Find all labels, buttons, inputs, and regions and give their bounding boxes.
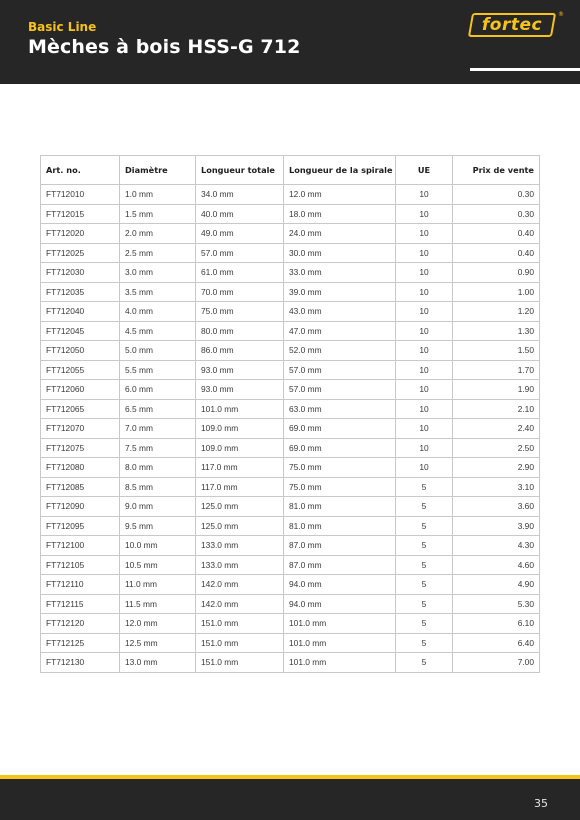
cell-diameter: 9.5 mm xyxy=(120,516,196,536)
cell-total-length: 57.0 mm xyxy=(196,243,284,263)
cell-total-length: 70.0 mm xyxy=(196,282,284,302)
cell-diameter: 1.5 mm xyxy=(120,204,196,224)
table-row xyxy=(41,341,540,361)
cell-price: 1.90 xyxy=(453,380,540,400)
cell-price: 6.40 xyxy=(453,633,540,653)
column-header-diameter: Diamètre xyxy=(120,156,196,185)
cell-spiral-length: 43.0 mm xyxy=(284,302,396,322)
table-row xyxy=(41,282,540,302)
page-number: 35 xyxy=(534,797,548,810)
cell-total-length: 75.0 mm xyxy=(196,302,284,322)
table-row xyxy=(41,224,540,244)
table-row xyxy=(41,458,540,478)
cell-ue: 10 xyxy=(396,360,453,380)
table-row xyxy=(41,360,540,380)
cell-total-length: 125.0 mm xyxy=(196,497,284,517)
cell-diameter: 7.0 mm xyxy=(120,419,196,439)
cell-diameter: 13.0 mm xyxy=(120,653,196,673)
cell-ue: 10 xyxy=(396,380,453,400)
cell-diameter: 2.5 mm xyxy=(120,243,196,263)
table-row xyxy=(41,477,540,497)
table-row xyxy=(41,594,540,614)
table-row xyxy=(41,321,540,341)
cell-price: 2.50 xyxy=(453,438,540,458)
cell-spiral-length: 81.0 mm xyxy=(284,516,396,536)
cell-price: 3.90 xyxy=(453,516,540,536)
cell-art-no: FT712060 xyxy=(41,380,120,400)
cell-art-no: FT712015 xyxy=(41,204,120,224)
table-row xyxy=(41,438,540,458)
cell-price: 4.90 xyxy=(453,575,540,595)
cell-total-length: 101.0 mm xyxy=(196,399,284,419)
cell-ue: 5 xyxy=(396,614,453,634)
cell-diameter: 7.5 mm xyxy=(120,438,196,458)
cell-ue: 5 xyxy=(396,594,453,614)
cell-ue: 5 xyxy=(396,653,453,673)
table-row xyxy=(41,243,540,263)
page-footer xyxy=(0,775,580,820)
cell-ue: 10 xyxy=(396,224,453,244)
table-row xyxy=(41,497,540,517)
page-title: Mèches à bois HSS-G 712 xyxy=(28,36,301,58)
cell-spiral-length: 47.0 mm xyxy=(284,321,396,341)
cell-total-length: 117.0 mm xyxy=(196,458,284,478)
cell-total-length: 133.0 mm xyxy=(196,555,284,575)
cell-total-length: 40.0 mm xyxy=(196,204,284,224)
cell-spiral-length: 63.0 mm xyxy=(284,399,396,419)
cell-diameter: 9.0 mm xyxy=(120,497,196,517)
cell-price: 3.10 xyxy=(453,477,540,497)
cell-ue: 10 xyxy=(396,321,453,341)
cell-total-length: 117.0 mm xyxy=(196,477,284,497)
table-row xyxy=(41,516,540,536)
cell-diameter: 3.5 mm xyxy=(120,282,196,302)
cell-ue: 10 xyxy=(396,302,453,322)
cell-total-length: 34.0 mm xyxy=(196,185,284,205)
column-header-ue: UE xyxy=(396,156,453,185)
cell-spiral-length: 101.0 mm xyxy=(284,653,396,673)
cell-price: 5.30 xyxy=(453,594,540,614)
cell-spiral-length: 94.0 mm xyxy=(284,594,396,614)
cell-art-no: FT712040 xyxy=(41,302,120,322)
cell-diameter: 12.5 mm xyxy=(120,633,196,653)
cell-spiral-length: 87.0 mm xyxy=(284,555,396,575)
cell-price: 4.60 xyxy=(453,555,540,575)
cell-total-length: 133.0 mm xyxy=(196,536,284,556)
cell-ue: 10 xyxy=(396,263,453,283)
cell-spiral-length: 52.0 mm xyxy=(284,341,396,361)
cell-price: 4.30 xyxy=(453,536,540,556)
table-row xyxy=(41,204,540,224)
cell-art-no: FT712090 xyxy=(41,497,120,517)
cell-spiral-length: 24.0 mm xyxy=(284,224,396,244)
cell-art-no: FT712045 xyxy=(41,321,120,341)
header-divider xyxy=(470,68,580,71)
table-row xyxy=(41,653,540,673)
cell-diameter: 2.0 mm xyxy=(120,224,196,244)
cell-diameter: 5.5 mm xyxy=(120,360,196,380)
cell-diameter: 11.0 mm xyxy=(120,575,196,595)
cell-ue: 10 xyxy=(396,458,453,478)
cell-total-length: 142.0 mm xyxy=(196,594,284,614)
cell-spiral-length: 75.0 mm xyxy=(284,477,396,497)
cell-art-no: FT712115 xyxy=(41,594,120,614)
column-header-total-length: Longueur totale xyxy=(196,156,284,185)
cell-diameter: 5.0 mm xyxy=(120,341,196,361)
cell-total-length: 125.0 mm xyxy=(196,516,284,536)
cell-diameter: 10.5 mm xyxy=(120,555,196,575)
cell-spiral-length: 101.0 mm xyxy=(284,614,396,634)
cell-spiral-length: 18.0 mm xyxy=(284,204,396,224)
cell-ue: 5 xyxy=(396,575,453,595)
cell-total-length: 80.0 mm xyxy=(196,321,284,341)
cell-art-no: FT712105 xyxy=(41,555,120,575)
table-row xyxy=(41,263,540,283)
cell-total-length: 109.0 mm xyxy=(196,438,284,458)
cell-diameter: 4.0 mm xyxy=(120,302,196,322)
cell-price: 1.70 xyxy=(453,360,540,380)
cell-spiral-length: 57.0 mm xyxy=(284,360,396,380)
cell-ue: 5 xyxy=(396,633,453,653)
cell-spiral-length: 69.0 mm xyxy=(284,419,396,439)
table-row xyxy=(41,185,540,205)
cell-total-length: 93.0 mm xyxy=(196,380,284,400)
column-header-price: Prix de vente xyxy=(453,156,540,185)
table-row xyxy=(41,380,540,400)
cell-price: 7.00 xyxy=(453,653,540,673)
footer-accent-stripe xyxy=(0,775,580,779)
cell-art-no: FT712120 xyxy=(41,614,120,634)
cell-art-no: FT712055 xyxy=(41,360,120,380)
cell-art-no: FT712010 xyxy=(41,185,120,205)
cell-ue: 5 xyxy=(396,477,453,497)
cell-ue: 10 xyxy=(396,282,453,302)
cell-price: 2.10 xyxy=(453,399,540,419)
cell-ue: 10 xyxy=(396,243,453,263)
cell-price: 2.40 xyxy=(453,419,540,439)
product-table xyxy=(40,155,540,673)
cell-total-length: 93.0 mm xyxy=(196,360,284,380)
column-header-spiral-length: Longueur de la spirale xyxy=(284,156,396,185)
cell-diameter: 4.5 mm xyxy=(120,321,196,341)
cell-total-length: 49.0 mm xyxy=(196,224,284,244)
cell-spiral-length: 94.0 mm xyxy=(284,575,396,595)
cell-price: 2.90 xyxy=(453,458,540,478)
cell-diameter: 11.5 mm xyxy=(120,594,196,614)
brand-logo xyxy=(468,13,556,37)
cell-total-length: 86.0 mm xyxy=(196,341,284,361)
cell-price: 1.30 xyxy=(453,321,540,341)
cell-art-no: FT712130 xyxy=(41,653,120,673)
cell-spiral-length: 81.0 mm xyxy=(284,497,396,517)
cell-total-length: 151.0 mm xyxy=(196,614,284,634)
column-header-art-no: Art. no. xyxy=(41,156,120,185)
table-row xyxy=(41,555,540,575)
cell-ue: 5 xyxy=(396,497,453,517)
table-header-row xyxy=(41,156,540,185)
cell-ue: 10 xyxy=(396,185,453,205)
cell-art-no: FT712095 xyxy=(41,516,120,536)
cell-art-no: FT712025 xyxy=(41,243,120,263)
cell-art-no: FT712020 xyxy=(41,224,120,244)
table-row xyxy=(41,302,540,322)
cell-spiral-length: 69.0 mm xyxy=(284,438,396,458)
cell-total-length: 142.0 mm xyxy=(196,575,284,595)
cell-ue: 5 xyxy=(396,536,453,556)
cell-ue: 10 xyxy=(396,419,453,439)
cell-spiral-length: 39.0 mm xyxy=(284,282,396,302)
cell-art-no: FT712050 xyxy=(41,341,120,361)
table-row xyxy=(41,614,540,634)
cell-diameter: 6.0 mm xyxy=(120,380,196,400)
cell-diameter: 1.0 mm xyxy=(120,185,196,205)
cell-spiral-length: 30.0 mm xyxy=(284,243,396,263)
cell-price: 6.10 xyxy=(453,614,540,634)
cell-price: 0.30 xyxy=(453,204,540,224)
cell-price: 1.50 xyxy=(453,341,540,361)
cell-total-length: 109.0 mm xyxy=(196,419,284,439)
cell-art-no: FT712110 xyxy=(41,575,120,595)
cell-spiral-length: 75.0 mm xyxy=(284,458,396,478)
cell-art-no: FT712065 xyxy=(41,399,120,419)
cell-total-length: 151.0 mm xyxy=(196,633,284,653)
cell-spiral-length: 101.0 mm xyxy=(284,633,396,653)
cell-diameter: 3.0 mm xyxy=(120,263,196,283)
cell-ue: 10 xyxy=(396,341,453,361)
cell-price: 3.60 xyxy=(453,497,540,517)
cell-ue: 10 xyxy=(396,438,453,458)
cell-spiral-length: 57.0 mm xyxy=(284,380,396,400)
cell-spiral-length: 33.0 mm xyxy=(284,263,396,283)
table-row xyxy=(41,419,540,439)
table-row xyxy=(41,633,540,653)
cell-spiral-length: 12.0 mm xyxy=(284,185,396,205)
cell-price: 0.40 xyxy=(453,224,540,244)
cell-ue: 10 xyxy=(396,399,453,419)
cell-price: 0.40 xyxy=(453,243,540,263)
cell-art-no: FT712030 xyxy=(41,263,120,283)
cell-price: 1.20 xyxy=(453,302,540,322)
cell-diameter: 6.5 mm xyxy=(120,399,196,419)
cell-diameter: 10.0 mm xyxy=(120,536,196,556)
cell-art-no: FT712085 xyxy=(41,477,120,497)
cell-spiral-length: 87.0 mm xyxy=(284,536,396,556)
cell-art-no: FT712080 xyxy=(41,458,120,478)
cell-art-no: FT712125 xyxy=(41,633,120,653)
cell-price: 0.90 xyxy=(453,263,540,283)
registered-mark: ® xyxy=(558,11,564,18)
cell-art-no: FT712100 xyxy=(41,536,120,556)
cell-diameter: 12.0 mm xyxy=(120,614,196,634)
cell-ue: 5 xyxy=(396,555,453,575)
cell-total-length: 151.0 mm xyxy=(196,653,284,673)
cell-diameter: 8.0 mm xyxy=(120,458,196,478)
table-row xyxy=(41,575,540,595)
cell-price: 0.30 xyxy=(453,185,540,205)
table-row xyxy=(41,399,540,419)
cell-diameter: 8.5 mm xyxy=(120,477,196,497)
cell-art-no: FT712075 xyxy=(41,438,120,458)
cell-ue: 10 xyxy=(396,204,453,224)
cell-art-no: FT712035 xyxy=(41,282,120,302)
table-row xyxy=(41,536,540,556)
cell-art-no: FT712070 xyxy=(41,419,120,439)
cell-ue: 5 xyxy=(396,516,453,536)
cell-price: 1.00 xyxy=(453,282,540,302)
brand-logo-text: fortec xyxy=(481,15,543,35)
cell-total-length: 61.0 mm xyxy=(196,263,284,283)
series-label: Basic Line xyxy=(28,20,97,34)
